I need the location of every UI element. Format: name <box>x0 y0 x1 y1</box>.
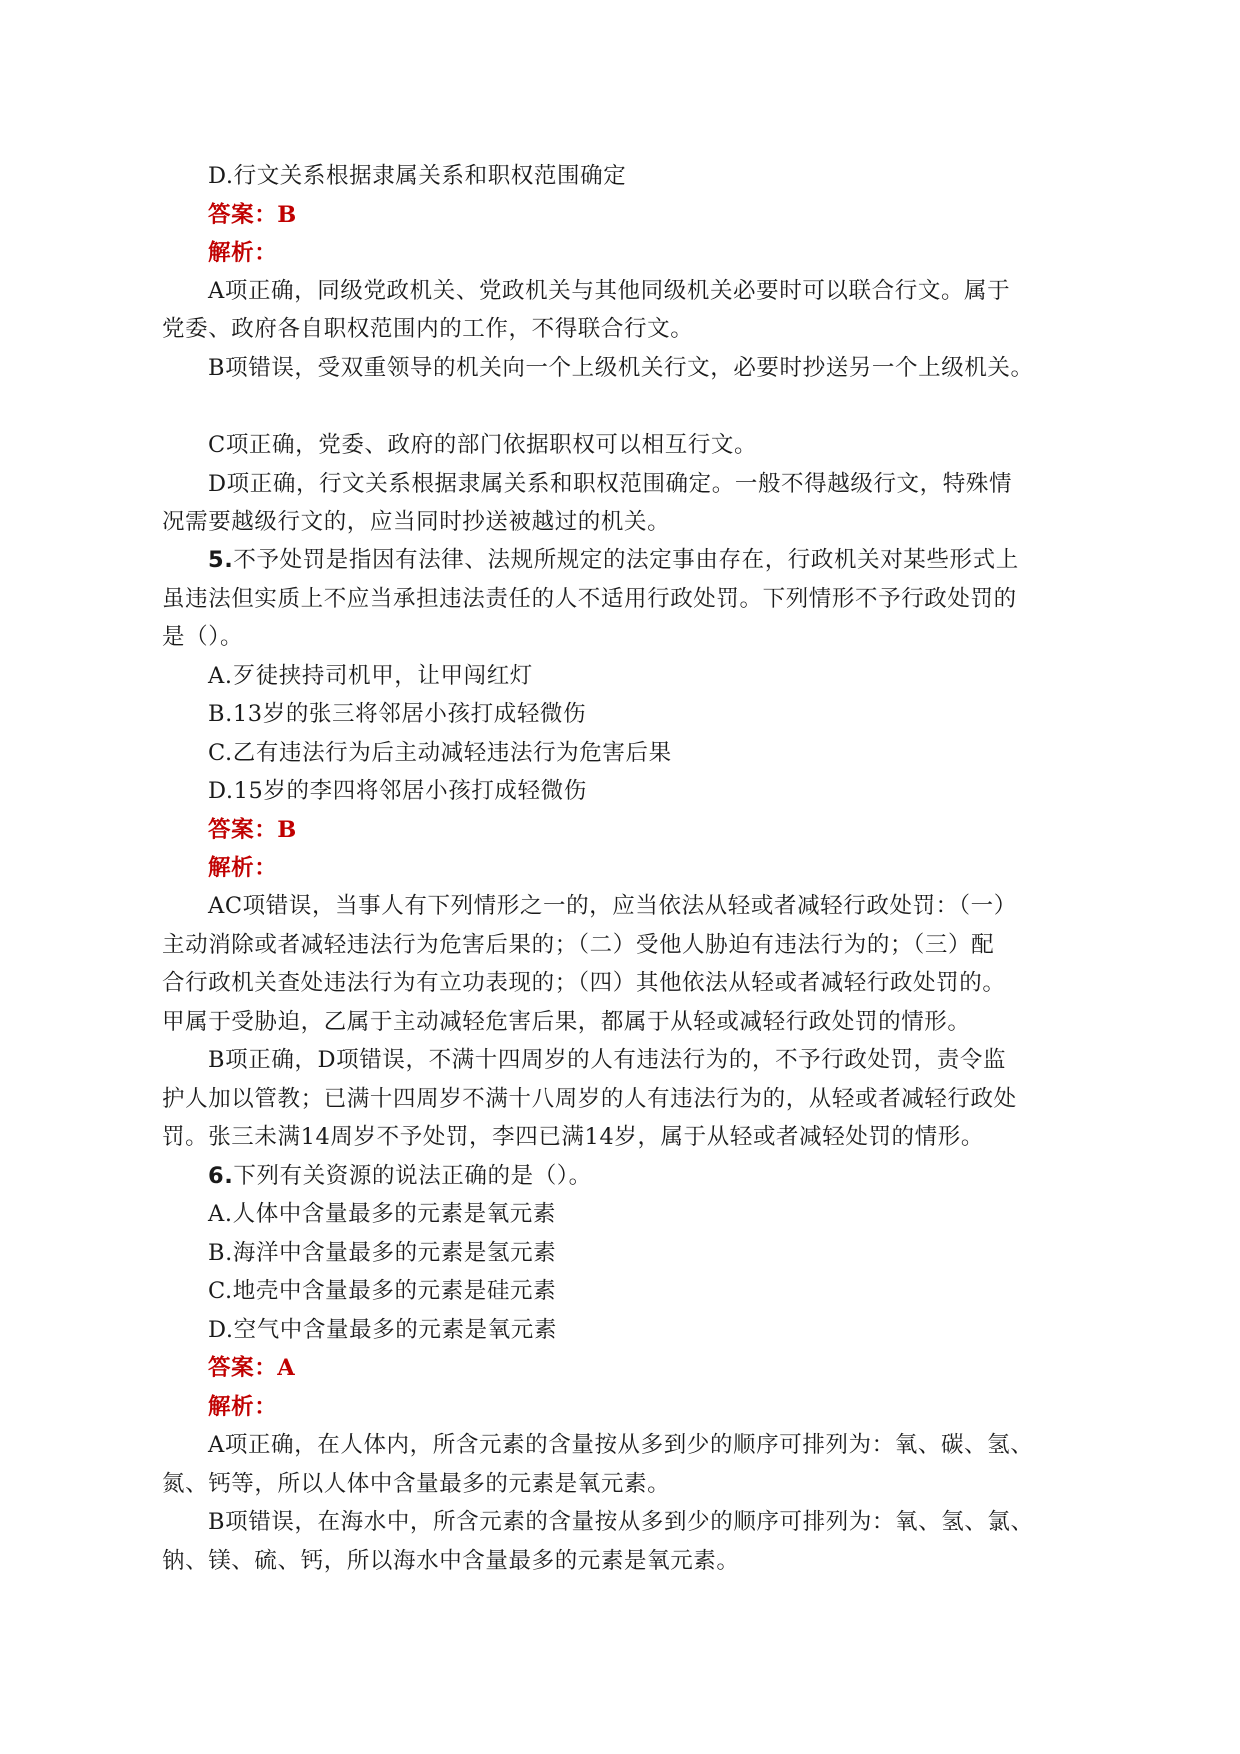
q5-stem-line1 <box>208 545 1019 575</box>
q5-stem-line2: 虽违法但实质上不应当承担违法责任的人不适用行政处罚。下列情形不予行政处罚的 <box>162 586 1017 612</box>
q6-answer: 答案：A <box>208 1355 296 1381</box>
q4-answer: 答案：B <box>208 202 297 228</box>
q6-analysis-a-line1: A项正确，在人体内，所含元素的含量按从多到少的顺序可排列为：氧、碳、氢、 <box>208 1432 1034 1458</box>
q5-analysis-bd-line3: 罚。张三未满14周岁不予处罚，李四已满14岁，属于从轻或者减轻处罚的情形。 <box>162 1124 984 1150</box>
q4-option-d: D.行文关系根据隶属关系和职权范围确定 <box>208 163 627 189</box>
q5-analysis-bd-line2: 护人加以管教；已满十四周岁不满十八周岁的人有违法行为的，从轻或者减轻行政处 <box>162 1086 1017 1112</box>
q6-analysis-a-line2: 氮、钙等，所以人体中含量最多的元素是氧元素。 <box>162 1471 671 1497</box>
q6-analysis-b-line1: B项错误，在海水中，所含元素的含量按从多到少的顺序可排列为：氧、氢、氯、 <box>208 1509 1034 1535</box>
q4-analysis-a-line2: 党委、政府各自职权范围内的工作，不得联合行文。 <box>162 316 694 342</box>
q4-analysis-d-line2: 况需要越级行文的，应当同时抄送被越过的机关。 <box>162 509 671 535</box>
q5-answer: 答案：B <box>208 817 297 843</box>
q5-analysis-ac-line2: 主动消除或者减轻违法行为危害后果的；（二）受他人胁迫有违法行为的；（三）配 <box>162 932 995 958</box>
q5-stem-line3: 是（）。 <box>162 624 244 650</box>
q5-option-d: D.15岁的李四将邻居小孩打成轻微伤 <box>208 778 587 804</box>
q6-stem-text: 下列有关资源的说法正确的是（）。 <box>233 1163 592 1189</box>
q5-analysis-ac-line4: 甲属于受胁迫，乙属于主动减轻危害后果，都属于从轻或减轻行政处罚的情形。 <box>162 1009 971 1035</box>
q5-option-a: A.歹徒挟持司机甲，让甲闯红灯 <box>208 663 533 689</box>
q6-option-c: C.地壳中含量最多的元素是硅元素 <box>208 1278 557 1304</box>
q6-analysis-label: 解析： <box>208 1394 278 1420</box>
q6-option-d: D.空气中含量最多的元素是氧元素 <box>208 1317 557 1343</box>
q5-analysis-ac-line3: 合行政机关查处违法行为有立功表现的；（四）其他依法从轻或者减轻行政处罚的。 <box>162 970 1006 996</box>
q4-analysis-d-line1: D项正确，行文关系根据隶属关系和职权范围确定。一般不得越级行文，特殊情 <box>208 471 1013 497</box>
q4-analysis-b-line1: B项错误，受双重领导的机关向一个上级机关行文，必要时抄送另一个上级机关。 <box>208 355 1034 381</box>
q6-stem-line1 <box>208 1161 592 1191</box>
q4-analysis-c-line1: C项正确，党委、政府的部门依据职权可以相互行文。 <box>208 432 758 458</box>
q6-option-b: B.海洋中含量最多的元素是氢元素 <box>208 1240 557 1266</box>
q5-stem-text: 不予处罚是指因有法律、法规所规定的法定事由存在，行政机关对某些形式上 <box>233 547 1019 573</box>
q6-analysis-b-line2: 钠、镁、硫、钙，所以海水中含量最多的元素是氧元素。 <box>162 1548 740 1574</box>
q4-analysis-a-line1: A项正确，同级党政机关、党政机关与其他同级机关必要时可以联合行文。属于 <box>208 278 1011 304</box>
q4-analysis-label: 解析： <box>208 240 278 266</box>
q6-option-a: A.人体中含量最多的元素是氧元素 <box>208 1201 557 1227</box>
q5-option-c: C.乙有违法行为后主动减轻违法行为危害后果 <box>208 740 672 766</box>
q5-analysis-bd-line1: B项正确，D项错误，不满十四周岁的人有违法行为的，不予行政处罚，责令监 <box>208 1047 1007 1073</box>
q5-number: 5. <box>208 547 234 573</box>
q5-option-b: B.13岁的张三将邻居小孩打成轻微伤 <box>208 701 587 727</box>
q6-number: 6. <box>208 1163 234 1189</box>
q5-analysis-ac-line1: AC项错误，当事人有下列情形之一的，应当依法从轻或者减轻行政处罚：（一） <box>208 893 1017 919</box>
q5-analysis-label: 解析： <box>208 855 278 881</box>
